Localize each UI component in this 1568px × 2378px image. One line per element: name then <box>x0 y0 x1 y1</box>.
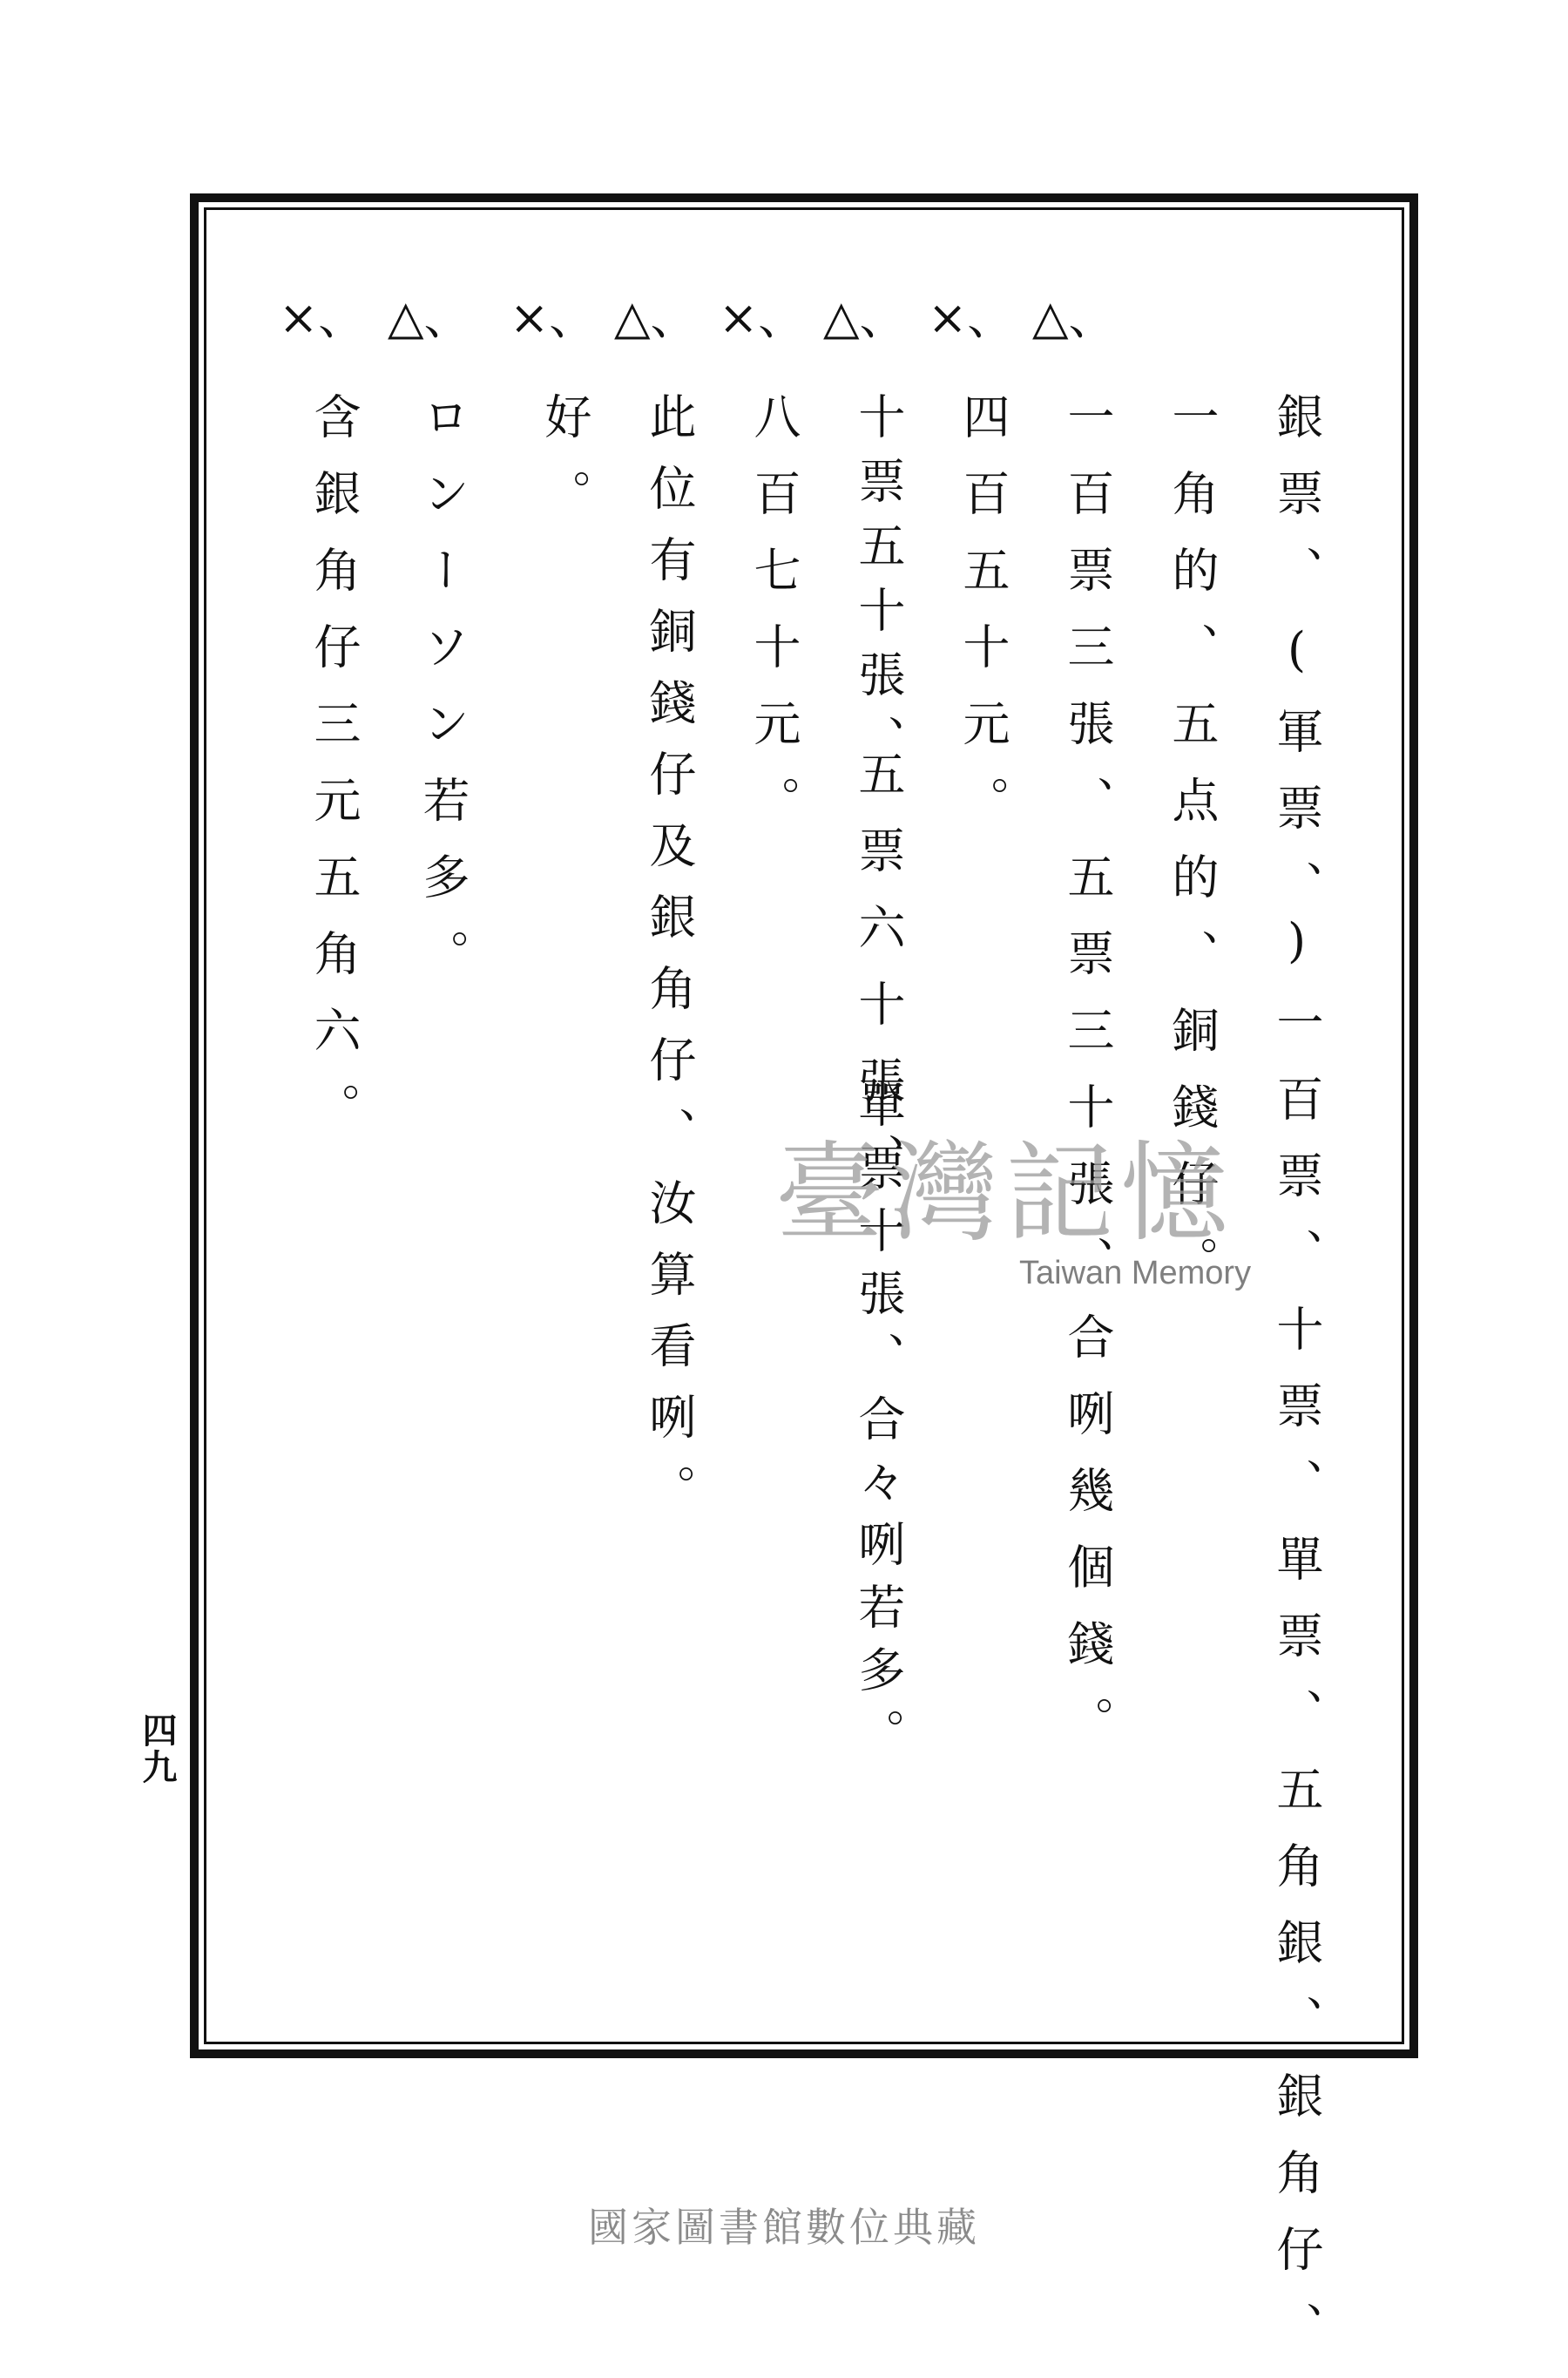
text-column-10: 含銀角仔三元五角六。 <box>307 392 362 1159</box>
triangle-marker: △、 <box>388 290 471 345</box>
text-column-5c: 單票十張、合々咧若多。 <box>851 1081 906 1771</box>
text-column-1: 銀票、(軍票、)一百票、十票、單票、五角銀、銀角仔、 <box>1269 392 1324 2378</box>
text-column-8: 好。 <box>537 392 592 545</box>
text-column-5a: 十票五十張、 <box>851 392 906 779</box>
text-column-5b: 五票六十張、 <box>851 749 906 1209</box>
text-column-3: 一百票三張、五票三十張、合咧幾個錢。 <box>1060 392 1115 1772</box>
page-number: 四九 <box>137 1712 178 1785</box>
cross-marker: ×、 <box>279 290 366 345</box>
text-column-6: 八百七十元。 <box>747 392 801 852</box>
watermark-english: Taiwan Memory <box>1019 1255 1252 1291</box>
cross-marker: ×、 <box>928 290 1015 345</box>
page-frame-inner <box>204 207 1404 2044</box>
text-column-7: 此位有銅錢仔及銀角仔、汝算看咧。 <box>642 392 697 1535</box>
triangle-marker: △、 <box>1032 290 1116 345</box>
cross-marker: ×、 <box>510 290 597 345</box>
cross-marker: ×、 <box>719 290 806 345</box>
text-column-4: 四百五十元。 <box>956 392 1010 852</box>
footer-credit: 國家圖書館數位典藏 <box>588 2204 980 2251</box>
triangle-marker: △、 <box>614 290 698 345</box>
watermark-chinese: 臺灣記憶 <box>775 1131 1236 1257</box>
text-column-9: ロンーソン若多。 <box>416 392 470 1006</box>
triangle-marker: △、 <box>823 290 907 345</box>
text-column-2: 一角的、五点的、銅錢仔。 <box>1165 392 1220 1312</box>
